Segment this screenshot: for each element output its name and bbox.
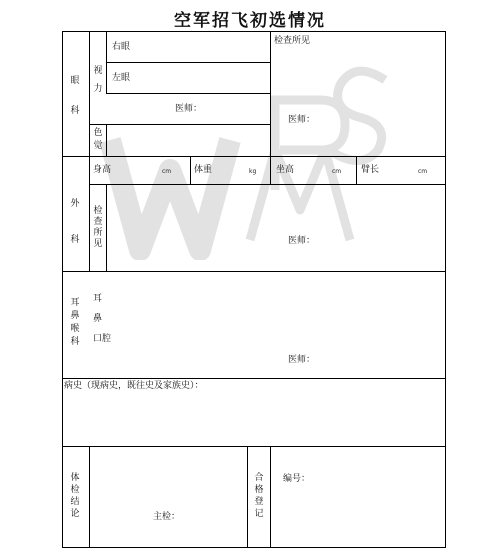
surgery-section-label: 外科 [70, 199, 80, 245]
ear-label: 耳 [93, 294, 103, 304]
history-label: 病史（现病史，既往史及家族史）： [64, 381, 204, 391]
grid-line [62, 378, 446, 379]
grid-line [89, 446, 90, 548]
grid-line [62, 446, 446, 447]
serial-number-label: 编号： [283, 474, 311, 484]
eye-findings-label: 检查所见 [274, 36, 311, 46]
surgery-doctor-label: 医师： [288, 236, 316, 246]
grid-line [106, 31, 107, 93]
grid-line [106, 62, 270, 63]
grid-line [270, 446, 271, 548]
table-border-left [62, 31, 63, 548]
grid-line [356, 156, 357, 184]
grid-line [89, 31, 90, 271]
eye-section-label: 眼科 [70, 76, 80, 116]
height-label: 身高 [93, 165, 112, 175]
right-eye-label: 右眼 [112, 42, 131, 52]
mouth-label: 口腔 [93, 334, 112, 344]
sitting-height-label: 坐高 [276, 165, 295, 175]
page-title: 空军招飞初选情况 [174, 11, 326, 31]
vision-label: 视力 [93, 66, 103, 94]
grid-line [190, 156, 191, 184]
grid-line [247, 446, 248, 548]
grid-line [89, 124, 270, 125]
height-unit: cm [162, 168, 172, 175]
ent-section-label: 耳鼻喉科 [70, 298, 80, 347]
table-border-bottom [62, 547, 446, 548]
eye-doctor2-label: 医师： [288, 115, 316, 125]
nose-label: 鼻 [93, 314, 103, 324]
grid-line [106, 93, 270, 94]
grid-line [62, 271, 446, 272]
eye-doctor-label: 医师： [175, 104, 203, 114]
color-vision-label: 色觉 [93, 128, 103, 151]
grid-line [62, 156, 446, 157]
grid-line [270, 156, 271, 184]
grid-line [89, 184, 446, 185]
sitting-height-unit: cm [332, 168, 342, 175]
left-eye-label: 左眼 [112, 73, 131, 83]
wps-watermark-logo [100, 40, 390, 260]
arm-span-unit: cm [418, 168, 428, 175]
qualify-register-label: 合格登记 [254, 473, 264, 519]
weight-unit: kg [249, 168, 257, 175]
weight-label: 体重 [194, 165, 213, 175]
surgery-findings-label: 检查所见 [93, 206, 103, 249]
grid-line [106, 124, 107, 156]
arm-span-label: 臂长 [361, 165, 380, 175]
grid-line [106, 184, 107, 271]
table-border-top [62, 31, 446, 32]
ent-doctor-label: 医师： [288, 355, 316, 365]
table-border-right [445, 31, 446, 548]
grid-line [270, 31, 271, 156]
conclusion-section-label: 体检结论 [70, 473, 80, 519]
chief-examiner-label: 主检： [153, 512, 181, 522]
